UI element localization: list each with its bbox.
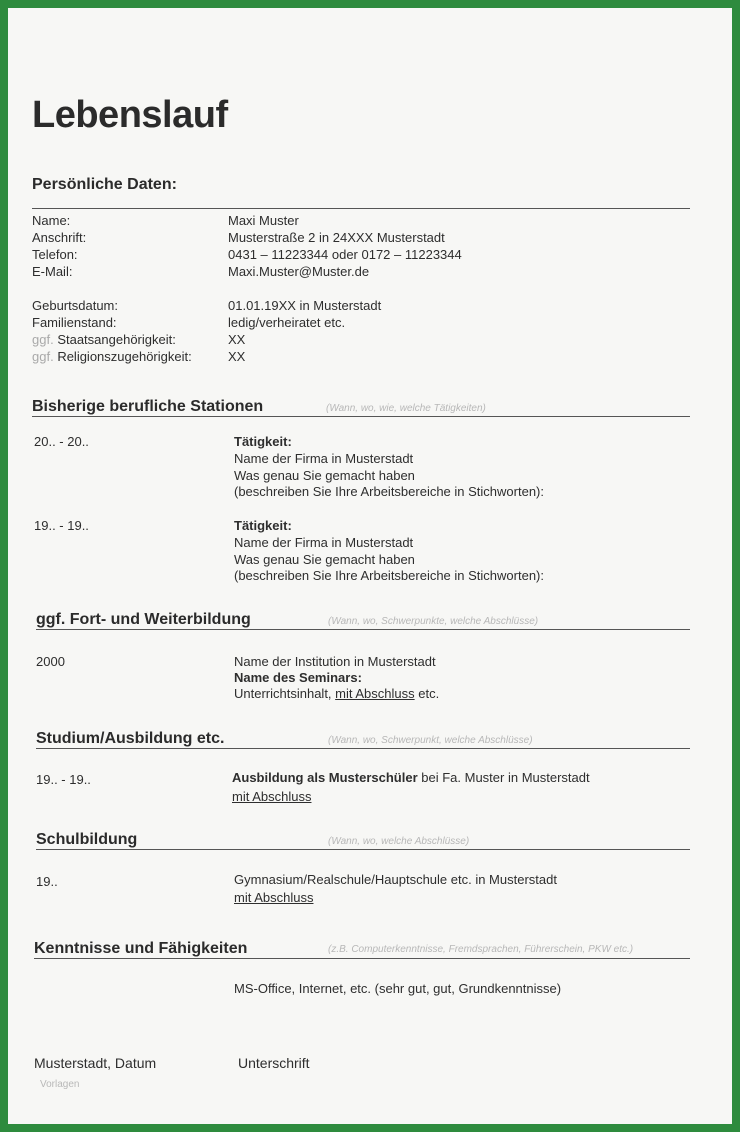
career-company: Name der Firma in Musterstadt [234,451,414,466]
skills-heading: Kenntnisse und Fähigkeiten [34,940,248,957]
school-hint: (Wann, wo, welche Abschlüsse) [328,836,470,847]
label-marital-status: Familienstand: [32,315,117,330]
divider [36,748,690,749]
study-description [232,770,590,785]
value-birthdate: 01.01.19XX in Musterstadt [228,298,382,313]
school-description: Gymnasium/Realschule/Hauptschule etc. in Musterstadt [234,872,557,887]
value-name: Maxi Muster [228,213,299,228]
study-heading: Studium/Ausbildung etc. [36,730,225,747]
place-and-date: Musterstadt, Datum [34,1055,157,1071]
study-place: bei Fa. Muster in Musterstadt [417,770,590,785]
career-what: Was genau Sie gemacht haben [234,552,415,567]
training-seminar: Name des Seminars: [234,670,362,685]
career-description: (beschreiben Sie Ihre Arbeitsbereiche in Stichworten): [234,484,544,499]
training-hint: (Wann, wo, Schwerpunkte, welche Abschlüsse) [328,616,539,627]
page-title: Lebenslauf [32,94,228,136]
training-heading: ggf. Fort- und Weiterbildung [36,611,251,628]
skills-description: MS-Office, Internet, etc. (sehr gut, gut, Grundkenntnisse) [234,981,562,996]
label-email: E-Mail: [32,264,73,279]
study-hint: (Wann, wo, Schwerpunkt, welche Abschlüsse) [328,735,533,746]
label-religion [32,349,192,364]
divider [36,629,690,630]
divider [32,416,690,417]
divider [34,958,690,959]
label-nationality-text: Staatsangehörigkeit: [57,332,176,347]
value-marital-status: ledig/verheiratet etc. [228,315,346,330]
training-certificate: mit Abschluss [335,686,415,701]
optional-prefix: ggf. [32,332,54,347]
school-heading: Schulbildung [36,831,138,848]
career-date: 19.. - 19.. [34,518,89,533]
career-what: Was genau Sie gemacht haben [234,468,415,483]
study-certificate: mit Abschluss [232,789,312,804]
label-nationality [32,332,176,347]
value-email: Maxi.Muster@Muster.de [228,264,370,279]
study-date: 19.. - 19.. [36,772,91,787]
signature-label: Unterschrift [238,1055,310,1071]
career-role: Tätigkeit: [234,518,292,533]
label-birthdate: Geburtsdatum: [32,298,118,313]
label-religion-text: Religionszugehörigkeit: [57,349,192,364]
personal-heading: Persönliche Daten: [32,176,177,193]
study-title: Ausbildung als Musterschüler [232,770,418,785]
value-nationality: XX [228,332,246,347]
training-institution: Name der Institution in Musterstadt [234,654,436,669]
optional-prefix: ggf. [32,349,54,364]
value-religion: XX [228,349,246,364]
watermark: Vorlagen [40,1079,80,1090]
training-content-suffix: etc. [414,686,440,701]
value-address: Musterstraße 2 in 24XXX Musterstadt [228,230,445,245]
career-date: 20.. - 20.. [34,434,89,449]
school-certificate: mit Abschluss [234,890,314,905]
career-heading: Bisherige berufliche Stationen [32,398,264,415]
training-date: 2000 [36,654,65,669]
value-phone: 0431 – 11223344 oder 0172 – 11223344 [228,247,462,262]
career-description: (beschreiben Sie Ihre Arbeitsbereiche in Stichworten): [234,568,544,583]
divider [32,208,690,209]
career-role: Tätigkeit: [234,434,292,449]
school-date: 19.. [36,874,58,889]
career-hint: (Wann, wo, wie, welche Tätigkeiten) [326,403,486,414]
label-address: Anschrift: [32,230,87,245]
skills-hint: (z.B. Computerkenntnisse, Fremdsprachen, Führerschein, PKW etc.) [328,944,634,955]
cv-page [8,8,732,1124]
training-content [234,686,439,701]
divider [36,849,690,850]
career-company: Name der Firma in Musterstadt [234,535,414,550]
training-content-text: Unterrichtsinhalt, [234,686,336,701]
label-name: Name: [32,213,71,228]
label-phone: Telefon: [32,247,78,262]
